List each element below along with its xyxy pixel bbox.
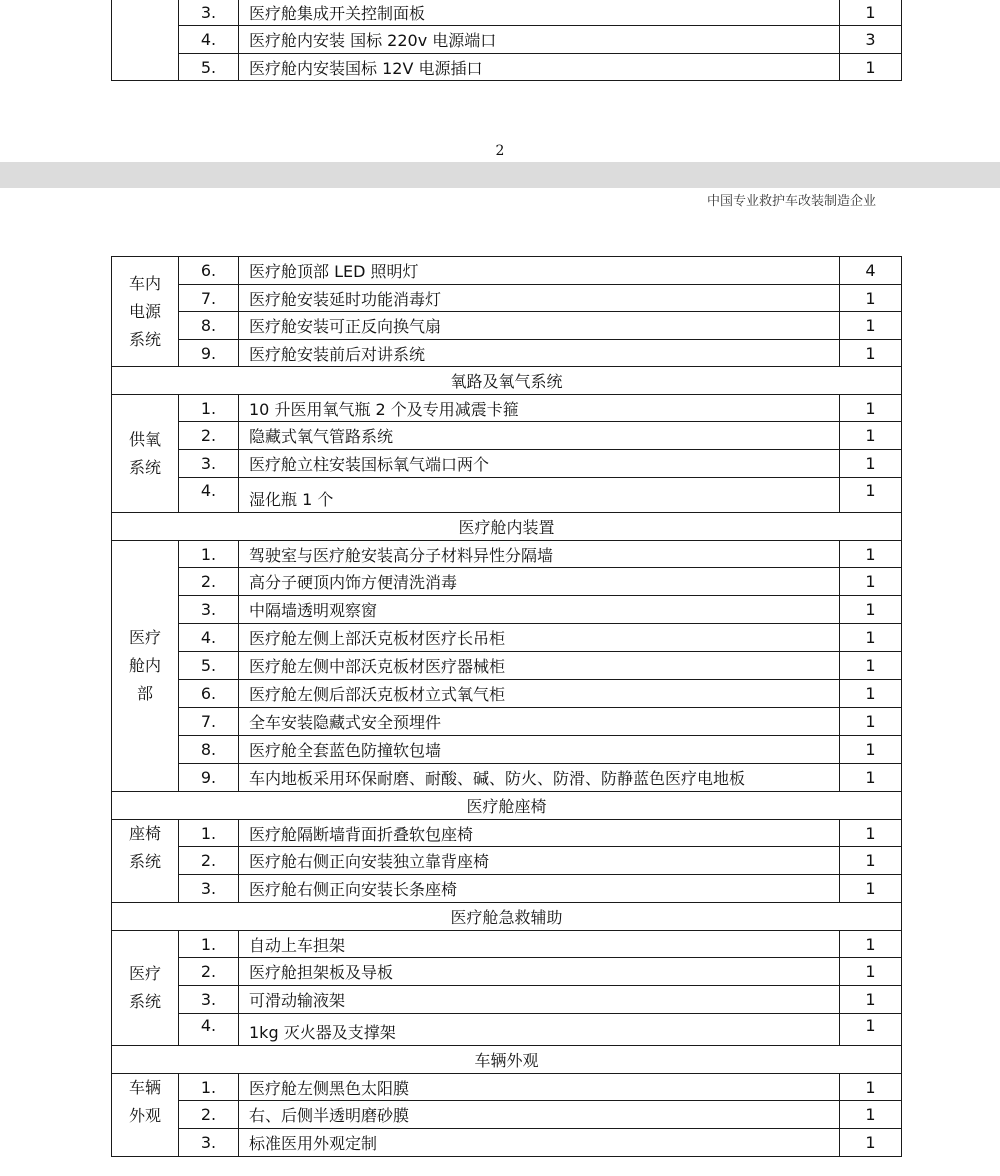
item-description: 医疗舱集成开关控制面板 xyxy=(239,0,840,26)
table-row xyxy=(112,847,902,875)
group-cell-exterior: 车辆外观 xyxy=(112,1074,179,1157)
row-number: 9. xyxy=(179,764,239,792)
group-cell-oxygen-system: 供氧系统 xyxy=(112,395,179,513)
item-description: 医疗舱左侧后部沃克板材立式氧气柜 xyxy=(239,680,840,708)
table-row xyxy=(112,958,902,986)
group-cell xyxy=(112,0,179,81)
item-quantity: 1 xyxy=(840,395,902,422)
row-number: 3. xyxy=(179,986,239,1014)
item-description: 医疗舱隔断墙背面折叠软包座椅 xyxy=(239,820,840,847)
row-number: 1. xyxy=(179,395,239,422)
item-quantity: 1 xyxy=(840,931,902,958)
table-row xyxy=(112,26,902,54)
row-number: 4. xyxy=(179,26,239,54)
row-number: 4. xyxy=(179,624,239,652)
company-header: 中国专业救护车改装制造企业 xyxy=(706,194,876,209)
item-quantity: 1 xyxy=(840,1014,902,1046)
item-quantity: 1 xyxy=(840,875,902,903)
item-quantity: 1 xyxy=(840,450,902,478)
item-quantity: 1 xyxy=(840,54,902,81)
table-row xyxy=(112,736,902,764)
row-number: 2. xyxy=(179,422,239,450)
row-number: 1. xyxy=(179,1074,239,1101)
table-row xyxy=(112,1129,902,1157)
page-break-divider xyxy=(0,162,1000,188)
table-row xyxy=(112,1014,902,1046)
table-row xyxy=(112,931,902,958)
item-quantity: 1 xyxy=(840,1074,902,1101)
row-number: 2. xyxy=(179,847,239,875)
item-description: 全车安装隐藏式安全预埋件 xyxy=(239,708,840,736)
item-description: 医疗舱安装可正反向换气扇 xyxy=(239,312,840,340)
item-description: 医疗舱右侧正向安装长条座椅 xyxy=(239,875,840,903)
row-number: 3. xyxy=(179,596,239,624)
item-quantity: 1 xyxy=(840,568,902,596)
equipment-table xyxy=(111,256,902,1157)
item-description: 中隔墙透明观察窗 xyxy=(239,596,840,624)
section-title-seats: 医疗舱座椅 xyxy=(112,792,902,820)
item-quantity: 1 xyxy=(840,680,902,708)
table-row xyxy=(112,680,902,708)
table-row xyxy=(112,0,902,26)
section-title-oxygen: 氧路及氧气系统 xyxy=(112,367,902,395)
row-number: 4. xyxy=(179,1014,239,1046)
section-header-row xyxy=(112,367,902,395)
row-number: 1. xyxy=(179,931,239,958)
item-description: 医疗舱全套蓝色防撞软包墙 xyxy=(239,736,840,764)
item-quantity: 1 xyxy=(840,820,902,847)
item-description: 驾驶室与医疗舱安装高分子材料异性分隔墙 xyxy=(239,541,840,568)
row-number: 3. xyxy=(179,450,239,478)
table-row xyxy=(112,285,902,312)
item-quantity: 1 xyxy=(840,312,902,340)
table-row xyxy=(112,54,902,81)
row-number: 2. xyxy=(179,1101,239,1129)
item-description: 标准医用外观定制 xyxy=(239,1129,840,1157)
row-number: 1. xyxy=(179,541,239,568)
item-description: 医疗舱安装延时功能消毒灯 xyxy=(239,285,840,312)
section-title-interior: 医疗舱内装置 xyxy=(112,513,902,541)
item-description: 右、后侧半透明磨砂膜 xyxy=(239,1101,840,1129)
row-number: 2. xyxy=(179,568,239,596)
table-row xyxy=(112,875,902,903)
item-quantity: 1 xyxy=(840,285,902,312)
table-row xyxy=(112,395,902,422)
table-row xyxy=(112,764,902,792)
item-quantity: 1 xyxy=(840,847,902,875)
table-row xyxy=(112,541,902,568)
item-description: 医疗舱左侧黑色太阳膜 xyxy=(239,1074,840,1101)
item-description: 可滑动输液架 xyxy=(239,986,840,1014)
item-description: 高分子硬顶内饰方便清洗消毒 xyxy=(239,568,840,596)
item-quantity: 1 xyxy=(840,736,902,764)
item-quantity: 1 xyxy=(840,958,902,986)
section-title-medical-aid: 医疗舱急救辅助 xyxy=(112,903,902,931)
item-quantity: 1 xyxy=(840,422,902,450)
row-number: 6. xyxy=(179,257,239,285)
group-cell-power-system: 车内电源系统 xyxy=(112,257,179,367)
item-quantity: 1 xyxy=(840,340,902,367)
item-description: 医疗舱左侧上部沃克板材医疗长吊柜 xyxy=(239,624,840,652)
table-row xyxy=(112,708,902,736)
section-header-row xyxy=(112,903,902,931)
row-number: 6. xyxy=(179,680,239,708)
row-number: 3. xyxy=(179,875,239,903)
item-description: 隐藏式氧气管路系统 xyxy=(239,422,840,450)
item-quantity: 3 xyxy=(840,26,902,54)
row-number: 5. xyxy=(179,652,239,680)
item-quantity: 1 xyxy=(840,0,902,26)
table-row xyxy=(112,568,902,596)
item-description: 湿化瓶 1 个 xyxy=(239,478,840,513)
item-description: 医疗舱右侧正向安装独立靠背座椅 xyxy=(239,847,840,875)
row-number: 8. xyxy=(179,736,239,764)
section-header-row xyxy=(112,792,902,820)
equipment-table-continued xyxy=(111,0,902,81)
group-cell-seat-system: 座椅系统 xyxy=(112,820,179,903)
item-description: 医疗舱担架板及导板 xyxy=(239,958,840,986)
page-number: 2 xyxy=(495,143,505,159)
item-quantity: 1 xyxy=(840,1129,902,1157)
item-description: 自动上车担架 xyxy=(239,931,840,958)
item-quantity: 1 xyxy=(840,478,902,513)
item-quantity: 1 xyxy=(840,764,902,792)
group-cell-interior: 医疗舱内部 xyxy=(112,541,179,792)
item-quantity: 1 xyxy=(840,986,902,1014)
row-number: 4. xyxy=(179,478,239,513)
item-description: 医疗舱顶部 LED 照明灯 xyxy=(239,257,840,285)
row-number: 9. xyxy=(179,340,239,367)
table-row xyxy=(112,312,902,340)
item-quantity: 1 xyxy=(840,541,902,568)
item-description: 医疗舱立柱安装国标氧气端口两个 xyxy=(239,450,840,478)
table-row xyxy=(112,986,902,1014)
table-row xyxy=(112,422,902,450)
item-quantity: 1 xyxy=(840,596,902,624)
table-row xyxy=(112,1074,902,1101)
table-row xyxy=(112,1101,902,1129)
row-number: 3. xyxy=(179,1129,239,1157)
table-row xyxy=(112,652,902,680)
section-header-row xyxy=(112,513,902,541)
item-quantity: 1 xyxy=(840,1101,902,1129)
item-quantity: 1 xyxy=(840,624,902,652)
row-number: 2. xyxy=(179,958,239,986)
item-description: 医疗舱左侧中部沃克板材医疗器械柜 xyxy=(239,652,840,680)
section-header-row xyxy=(112,1046,902,1074)
section-title-exterior: 车辆外观 xyxy=(112,1046,902,1074)
item-description: 车内地板采用环保耐磨、耐酸、碱、防火、防滑、防静蓝色医疗电地板 xyxy=(239,764,840,792)
table-row xyxy=(112,624,902,652)
row-number: 7. xyxy=(179,285,239,312)
item-quantity: 4 xyxy=(840,257,902,285)
table-row xyxy=(112,596,902,624)
item-description: 医疗舱内安装 国标 220v 电源端口 xyxy=(239,26,840,54)
row-number: 3. xyxy=(179,0,239,26)
item-quantity: 1 xyxy=(840,652,902,680)
table-row xyxy=(112,820,902,847)
table-row xyxy=(112,340,902,367)
item-description: 10 升医用氧气瓶 2 个及专用减震卡箍 xyxy=(239,395,840,422)
item-description: 1kg 灭火器及支撑架 xyxy=(239,1014,840,1046)
table-row xyxy=(112,450,902,478)
row-number: 7. xyxy=(179,708,239,736)
row-number: 5. xyxy=(179,54,239,81)
group-cell-medical-system: 医疗系统 xyxy=(112,931,179,1046)
row-number: 1. xyxy=(179,820,239,847)
item-description: 医疗舱安装前后对讲系统 xyxy=(239,340,840,367)
item-description: 医疗舱内安装国标 12V 电源插口 xyxy=(239,54,840,81)
row-number: 8. xyxy=(179,312,239,340)
item-quantity: 1 xyxy=(840,708,902,736)
table-row xyxy=(112,478,902,513)
table-row xyxy=(112,257,902,285)
